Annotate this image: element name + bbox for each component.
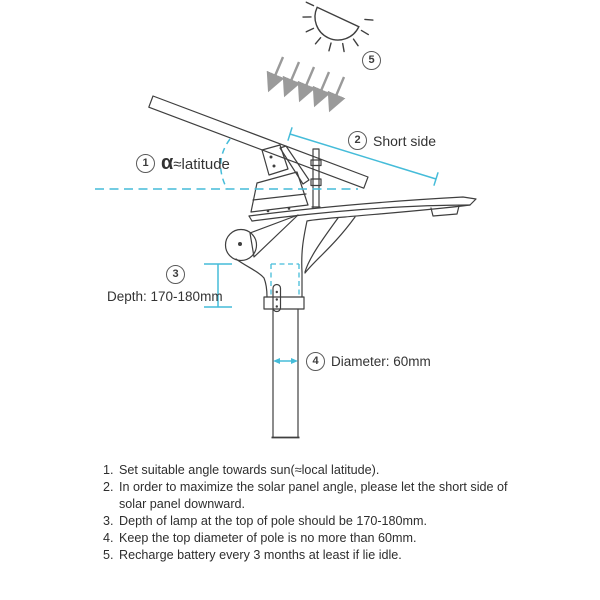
callout-diameter-number: 4 — [306, 352, 325, 371]
instruction-list — [99, 462, 509, 564]
callout-angle — [136, 152, 230, 175]
pole-clamp — [264, 272, 304, 312]
callout-angle-number: 1 — [136, 154, 155, 173]
lamp-fixture — [226, 197, 477, 297]
note-item: 5. Recharge battery every 3 months at least if lie idle. — [117, 547, 509, 564]
note-item: 1. Set suitable angle towards sun(≈local latitude). — [117, 462, 509, 479]
callout-sun-number: 5 — [362, 51, 381, 70]
note-item: 3. Depth of lamp at the top of pole should be 170-180mm. — [117, 513, 509, 530]
callout-angle-label: α≈latitude — [161, 152, 230, 174]
callout-depth — [107, 289, 223, 304]
note-item: 4. Keep the top diameter of pole is no more than 60mm. — [117, 530, 509, 547]
callout-depth-number-wrap — [166, 265, 185, 284]
sunlight-arrows — [269, 57, 344, 110]
instruction-notes — [99, 462, 509, 564]
callout-diameter-label: Diameter: 60mm — [331, 354, 431, 369]
diameter-measure — [273, 358, 298, 364]
callout-short-side-number: 2 — [348, 131, 367, 150]
callout-diameter — [306, 352, 431, 371]
callout-short-side-label: Short side — [373, 132, 437, 149]
panel-mount-bracket — [251, 145, 309, 212]
callout-short-side — [348, 131, 436, 150]
hidden-pole-depth-outline — [271, 264, 299, 295]
note-item: 2. In order to maximize the solar panel angle, please let the short side of solar panel downward. — [117, 479, 509, 513]
callout-depth-label: Depth: 170-180mm — [107, 289, 223, 304]
callout-sun — [362, 51, 381, 70]
pole — [272, 309, 300, 438]
callout-depth-number: 3 — [166, 265, 185, 284]
